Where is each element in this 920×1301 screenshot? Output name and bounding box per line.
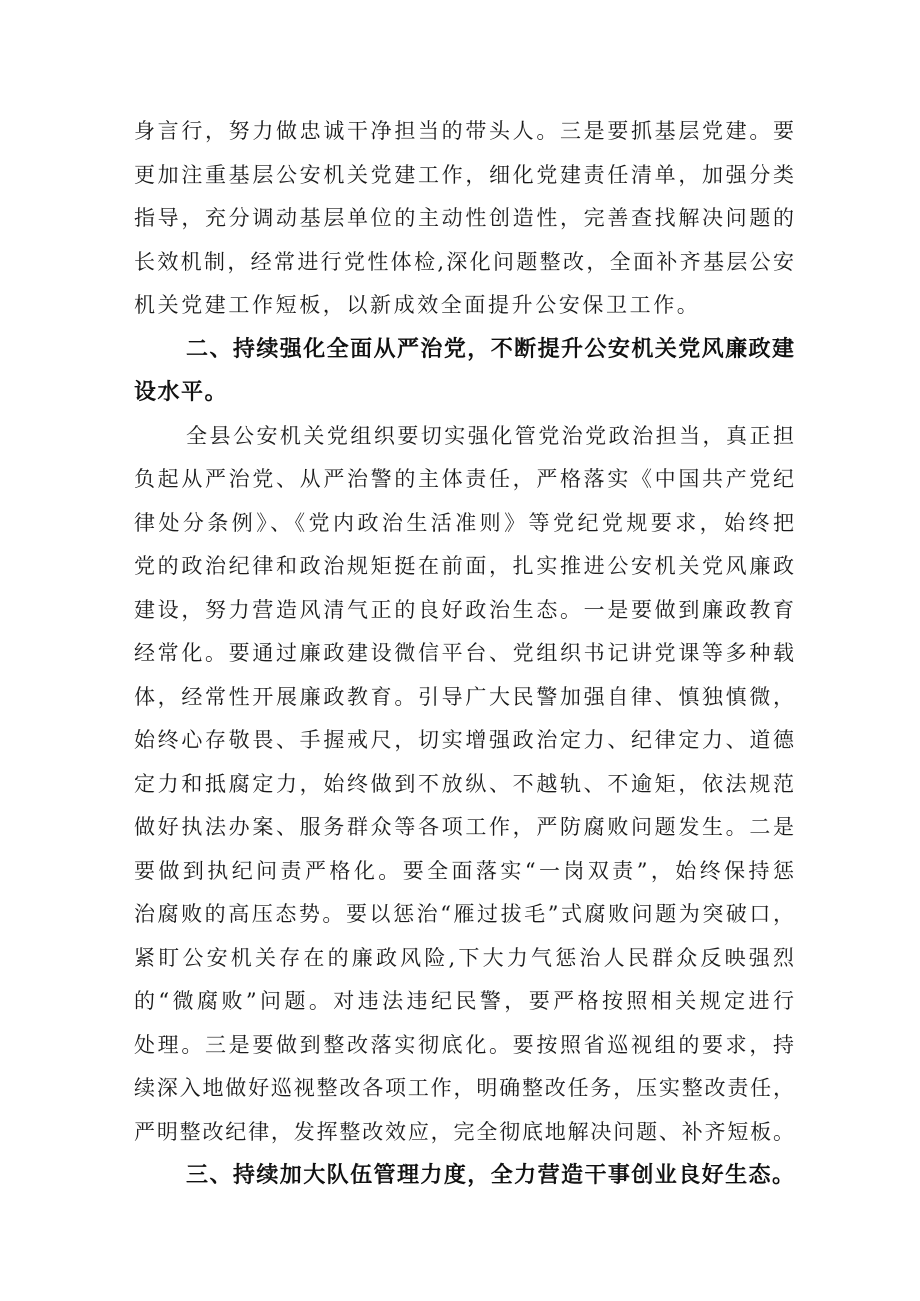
paragraph xyxy=(134,110,794,328)
text-line: 紧盯公安机关存在的廉政风险,下大力气惩治人民群众反映强烈 xyxy=(134,945,794,970)
text-line: 机关党建工作短板，以新成效全面提升公安保卫工作。 xyxy=(134,293,701,317)
section-heading xyxy=(134,328,794,415)
text-line: 全县公安机关党组织要切实强化管党治党政治担当，真正担 xyxy=(186,423,794,448)
text-line: 经常化。要通过廉政建设微信平台、党组织书记讲党课等多种载 xyxy=(134,641,794,665)
text-line: 续深入地做好巡视整改各项工作，明确整改任务，压实整改责任， xyxy=(134,1076,794,1100)
heading-line: 设水平。 xyxy=(134,380,229,405)
text-line: 做好执法办案、服务群众等各项工作，严防腐败问题发生。二是 xyxy=(134,815,794,839)
text-line: 律处分条例》、《党内政治生活准则》等党纪党规要求，始终把 xyxy=(134,510,794,535)
text-line: 定力和抵腐定力，始终做到不放纵、不越轨、不逾矩，依法规范 xyxy=(134,771,794,796)
heading-line: 二、持续强化全面从严治党，不断提升公安机关党风廉政建 xyxy=(186,336,794,362)
document-body xyxy=(134,110,794,1198)
text-line: 长效机制，经常进行党性体检,深化问题整改，全面补齐基层公安 xyxy=(134,249,794,274)
text-line: 治腐败的高压态势。要以惩治“雁过拔毛”式腐败问题为突破口， xyxy=(134,902,794,926)
text-line: 身言行，努力做忠诚干净担当的带头人。三是要抓基层党建。要 xyxy=(134,119,794,143)
heading-line: 三、持续加大队伍管理力度，全力营造干事创业良好生态。 xyxy=(186,1163,794,1188)
text-line: 处理。三是要做到整改落实彻底化。要按照省巡视组的要求，持 xyxy=(134,1032,794,1057)
text-line: 体，经常性开展廉政教育。引导广大民警加强自律、慎独慎微， xyxy=(134,684,794,709)
text-line: 更加注重基层公安机关党建工作，细化党建责任清单，加强分类 xyxy=(134,162,794,187)
text-line: 建设，努力营造风清气正的良好政治生态。一是要做到廉政教育 xyxy=(134,597,794,622)
text-line: 要做到执纪问责严格化。要全面落实“一岗双责”，始终保持惩 xyxy=(134,858,794,883)
text-line: 指导，充分调动基层单位的主动性创造性，完善查找解决问题的 xyxy=(134,206,794,230)
text-line: 的“微腐败”问题。对违法违纪民警，要严格按照相关规定进行 xyxy=(134,989,794,1013)
paragraph xyxy=(134,415,794,1155)
text-line: 严明整改纪律，发挥整改效应，完全彻底地解决问题、补齐短板。 xyxy=(134,1119,794,1144)
text-line: 党的政治纪律和政治规矩挺在前面，扎实推进公安机关党风廉政 xyxy=(134,554,794,578)
text-line: 始终心存敬畏、手握戒尺，切实增强政治定力、纪律定力、道德 xyxy=(134,728,794,752)
text-line: 负起从严治党、从严治警的主体责任，严格落实《中国共产党纪 xyxy=(134,467,794,491)
section-heading xyxy=(134,1154,794,1198)
